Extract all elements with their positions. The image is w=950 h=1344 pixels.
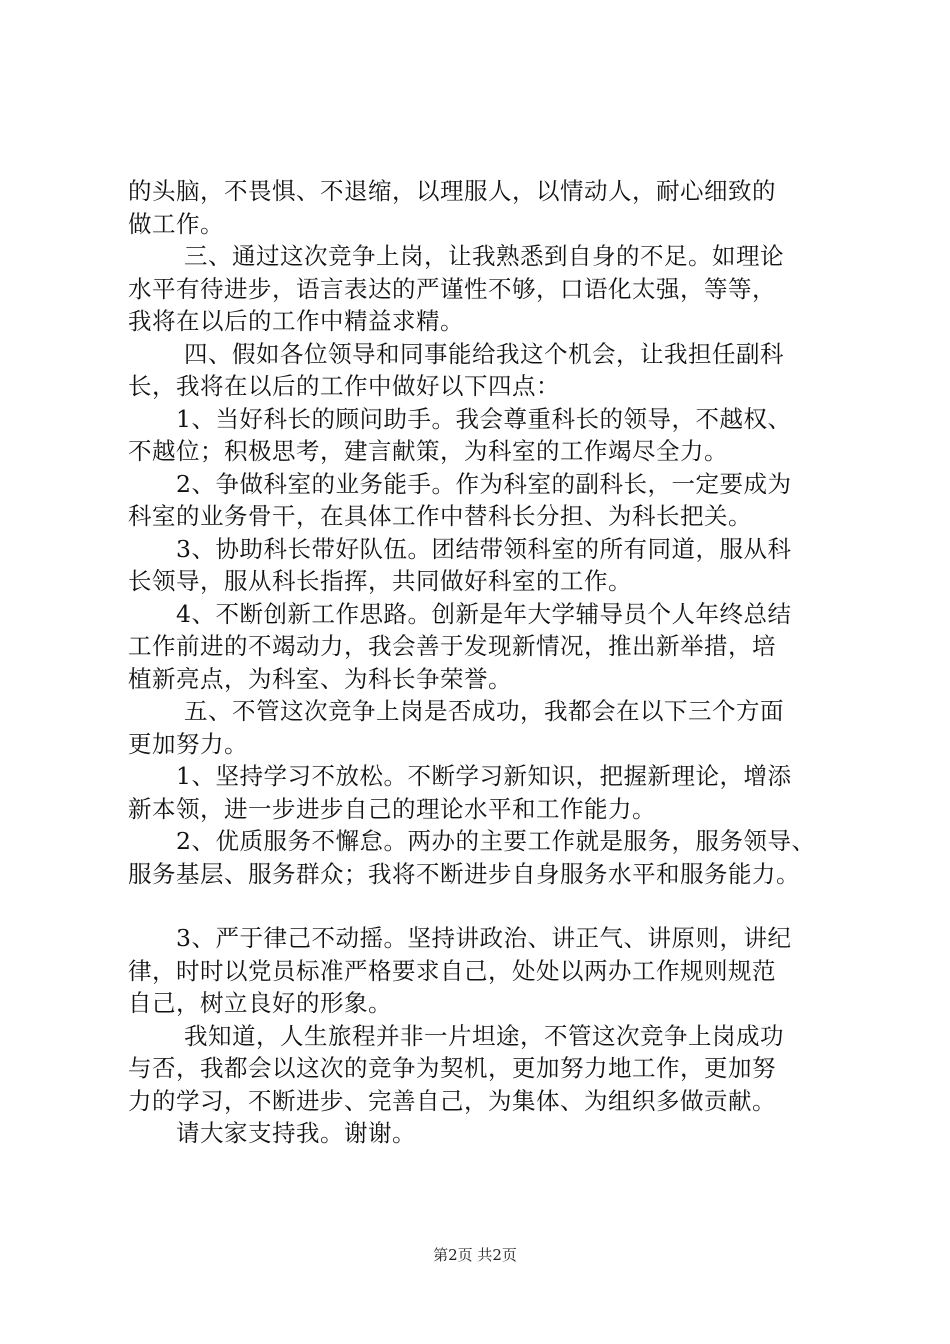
text-line: 服务基层、服务群众；我将不断进步自身服务水平和服务能力。 bbox=[128, 859, 800, 888]
text-line: 更加努力。 bbox=[128, 729, 248, 758]
text-line: 的头脑，不畏惧、不退缩，以理服人，以情动人，耐心细致的 bbox=[128, 177, 776, 205]
text-line bbox=[128, 890, 838, 922]
document-body bbox=[128, 175, 838, 1150]
text-line: 五、不管这次竞争上岗是否成功，我都会在以下三个方面 bbox=[184, 697, 784, 725]
text-line: 长，我将在以后的工作中做好以下四点： bbox=[128, 372, 560, 400]
text-line: 1、坚持学习不放松。不断学习新知识，把握新理论，增添 bbox=[176, 762, 792, 790]
text-line: 科室的业务骨干，在具体工作中替科长分担、为科长把关。 bbox=[128, 502, 752, 530]
text-line: 请大家支持我。谢谢。 bbox=[176, 1119, 416, 1147]
text-line: 水平有待进步，语言表达的严谨性不够，口语化太强，等等， bbox=[128, 274, 776, 303]
text-line: 3、严于律己不动摇。坚持讲政治、讲正气、讲原则，讲纪 bbox=[176, 924, 792, 952]
text-line: 长领导，服从科长指挥，共同做好科室的工作。 bbox=[128, 567, 632, 595]
text-line: 2、优质服务不懈怠。两办的主要工作就是服务，服务领导、 bbox=[176, 827, 816, 855]
text-line: 2、争做科室的业务能手。作为科室的副科长，一定要成为 bbox=[176, 469, 792, 498]
text-line: 植新亮点，为科室、为科长争荣誉。 bbox=[128, 664, 512, 693]
page-footer: 第2页 共2页 bbox=[433, 1246, 517, 1264]
text-line: 3、协助科长带好队伍。团结带领科室的所有同道，服从科 bbox=[176, 534, 792, 563]
text-line: 与否，我都会以这次的竞争为契机，更加努力地工作，更加努 bbox=[128, 1054, 776, 1082]
text-line: 力的学习，不断进步、完善自己，为集体、为组织多做贡献。 bbox=[128, 1086, 776, 1115]
text-line: 我知道，人生旅程并非一片坦途，不管这次竞争上岗成功 bbox=[184, 1021, 784, 1050]
text-line: 1、当好科长的顾问助手。我会尊重科长的领导，不越权、 bbox=[176, 404, 792, 433]
text-line: 我将在以后的工作中精益求精。 bbox=[128, 307, 464, 335]
text-line: 律，时时以党员标准严格要求自己，处处以两办工作规则规范 bbox=[128, 956, 776, 985]
text-line: 自己，树立良好的形象。 bbox=[128, 989, 392, 1017]
text-line: 四、假如各位领导和同事能给我这个机会，让我担任副科 bbox=[184, 339, 784, 368]
text-line: 工作前进的不竭动力，我会善于发现新情况，推出新举措，培 bbox=[128, 632, 776, 660]
text-line: 三、通过这次竞争上岗，让我熟悉到自身的不足。如理论 bbox=[184, 242, 784, 270]
text-line: 做工作。 bbox=[128, 209, 224, 238]
text-line: 新本领，进一步进步自己的理论水平和工作能力。 bbox=[128, 794, 656, 823]
text-line: 不越位；积极思考，建言献策，为科室的工作竭尽全力。 bbox=[128, 437, 728, 465]
text-line: 4、不断创新工作思路。创新是年大学辅导员个人年终总结 bbox=[176, 599, 792, 628]
